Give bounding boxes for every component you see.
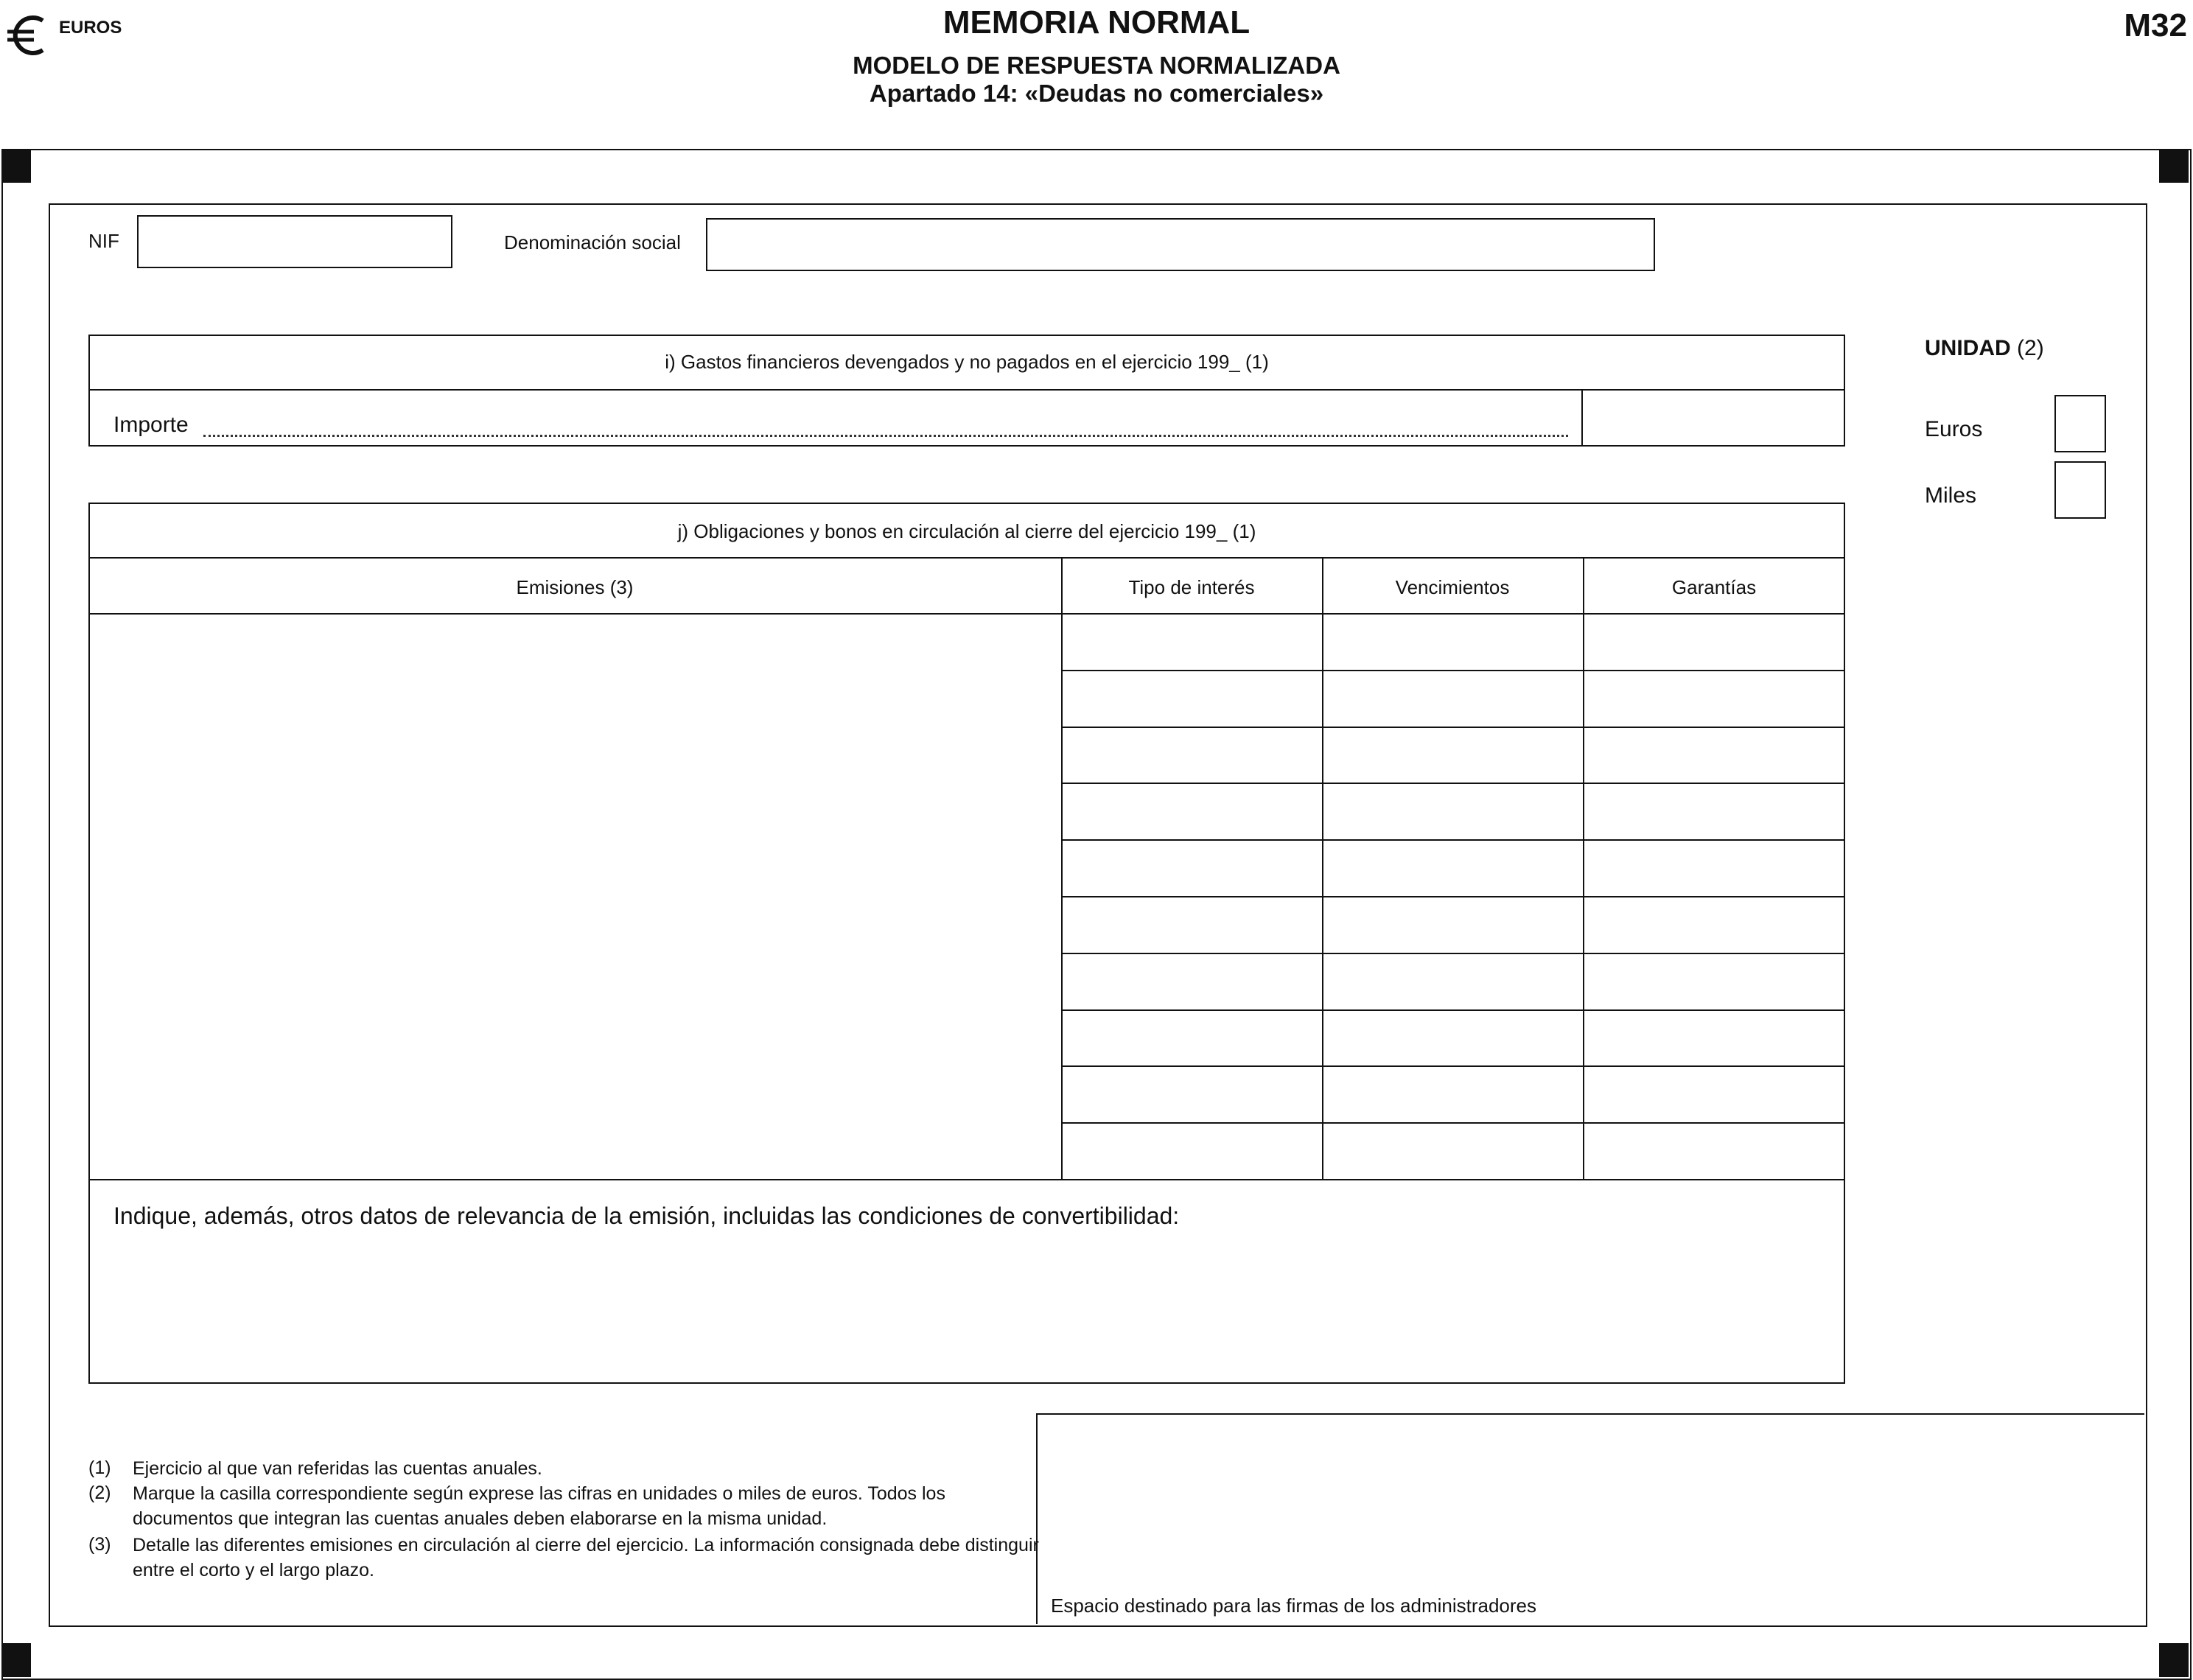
footnote-2-text: Marque la casilla correspondiente según exprese las cifras en unidades o miles de euros. Todos los documentos que integran las cuentas anuales deben elaborarse en la misma unidad. (133, 1483, 945, 1529)
unidad-euros-label: Euros (1925, 417, 1983, 441)
importe-label: Importe (113, 413, 189, 437)
company-name-field[interactable] (706, 218, 1655, 271)
unidad-miles-label: Miles (1925, 483, 1977, 508)
footnote-3-text: Detalle las diferentes emisiones en circulación al cierre del ejercicio. La información consignada debe distinguir entre el corto y el largo plazo. (133, 1535, 1039, 1581)
other-data-textarea[interactable] (113, 1245, 1823, 1371)
tipo-interes-cell[interactable] (1063, 897, 1321, 951)
tipo-interes-cell[interactable] (1063, 671, 1321, 725)
unidad-heading (1925, 336, 2044, 361)
vencimientos-cell[interactable] (1323, 897, 1581, 951)
registration-mark-top-right (2159, 149, 2189, 183)
importe-leader-dots (203, 433, 1568, 437)
page-subtitle: MODELO DE RESPUESTA NORMALIZADA (853, 52, 1340, 79)
registration-mark-bottom-right (2159, 1643, 2189, 1677)
garantias-cell[interactable] (1584, 1011, 1844, 1065)
garantias-cell[interactable] (1584, 671, 1844, 725)
signature-label: Espacio destinado para las firmas de los administradores (1051, 1595, 1537, 1617)
vencimientos-cell[interactable] (1323, 671, 1581, 725)
tipo-interes-cell[interactable] (1063, 954, 1321, 1008)
garantias-cell[interactable] (1584, 841, 1844, 895)
other-data-label: Indique, además, otros datos de relevancia de la emisión, incluidas las condiciones de convertibilidad: (113, 1203, 1180, 1229)
garantias-cell[interactable] (1584, 784, 1844, 838)
tipo-interes-cell[interactable] (1063, 1067, 1321, 1121)
importe-field[interactable] (1583, 391, 1844, 445)
page-title: MEMORIA NORMAL (942, 4, 1251, 41)
currency-label: EUROS (59, 18, 122, 38)
unidad-title: UNIDAD (1925, 336, 2011, 360)
vencimientos-cell[interactable] (1323, 841, 1581, 895)
nif-label: NIF (88, 230, 119, 252)
company-name-label: Denominación social (504, 231, 681, 253)
garantias-cell[interactable] (1584, 615, 1844, 668)
vencimientos-cell[interactable] (1323, 1124, 1581, 1177)
model-code: M32 (2124, 7, 2187, 43)
footnote-2-number: (2) (88, 1483, 111, 1503)
tipo-interes-cell[interactable] (1063, 784, 1321, 838)
section-title: Apartado 14: «Deudas no comerciales» (869, 80, 1324, 107)
registration-mark-top-left (1, 149, 31, 183)
tipo-interes-cell[interactable] (1063, 728, 1321, 782)
section-j-title-divider (88, 557, 1845, 559)
vencimientos-cell[interactable] (1323, 615, 1581, 668)
column-header-garantias: Garantías (1671, 576, 1757, 598)
footnote-3-number: (3) (88, 1534, 111, 1555)
vencimientos-cell[interactable] (1323, 954, 1581, 1008)
vencimientos-cell[interactable] (1323, 1011, 1581, 1065)
vencimientos-cell[interactable] (1323, 728, 1581, 782)
emisiones-field[interactable] (90, 615, 1060, 1177)
garantias-cell[interactable] (1584, 1124, 1844, 1177)
footnote-1-number: (1) (88, 1457, 111, 1478)
column-header-vencimientos: Vencimientos (1395, 576, 1510, 598)
unidad-note-ref: (2) (2017, 336, 2044, 360)
column-header-emisiones: Emisiones (3) (516, 576, 634, 598)
tipo-interes-cell[interactable] (1063, 615, 1321, 668)
column-header-tipo-interes: Tipo de interés (1128, 576, 1255, 598)
garantias-cell[interactable] (1584, 1067, 1844, 1121)
garantias-cell[interactable] (1584, 954, 1844, 1008)
vencimientos-cell[interactable] (1323, 784, 1581, 838)
garantias-cell[interactable] (1584, 728, 1844, 782)
section-j-title: j) Obligaciones y bonos en circulación al cierre del ejercicio 199_ (1) (677, 520, 1256, 542)
tipo-interes-cell[interactable] (1063, 1124, 1321, 1177)
other-data-divider (88, 1179, 1845, 1180)
section-i-title: i) Gastos financieros devengados y no pagados en el ejercicio 199_ (1) (665, 351, 1269, 373)
signature-area[interactable] (1036, 1413, 2144, 1624)
tipo-interes-cell[interactable] (1063, 841, 1321, 895)
unidad-euros-checkbox[interactable] (2054, 395, 2106, 452)
footnote-1-text: Ejercicio al que van referidas las cuentas anuales. (133, 1458, 542, 1479)
tipo-interes-cell[interactable] (1063, 1011, 1321, 1065)
unidad-miles-checkbox[interactable] (2054, 461, 2106, 519)
vencimientos-cell[interactable] (1323, 1067, 1581, 1121)
registration-mark-bottom-left (1, 1643, 31, 1677)
garantias-cell[interactable] (1584, 897, 1844, 951)
nif-field[interactable] (137, 215, 452, 268)
